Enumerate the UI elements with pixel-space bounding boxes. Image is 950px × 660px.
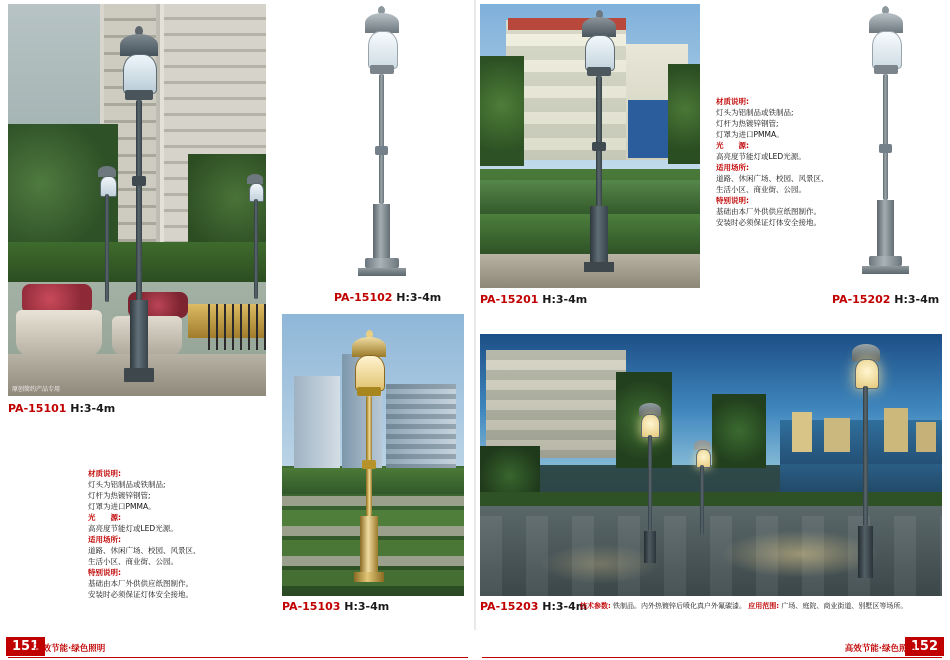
caption-code: PA-15102 xyxy=(334,291,393,304)
footer-text-right: 高效节能·绿色照明 xyxy=(844,644,916,654)
photo-pa-15101 xyxy=(8,4,266,396)
lamp-pa-15203-main xyxy=(836,340,896,592)
photo-pa-15102 xyxy=(300,4,460,288)
lamp-pa-15102 xyxy=(346,6,416,284)
spec-light-line-1: 高亮度节能灯或LED光源。 xyxy=(716,152,806,161)
spec-material-line-2: 灯杆为热镀锌钢管; xyxy=(716,119,779,128)
caption-height: H:3-4m xyxy=(542,600,588,613)
spec-material-line-2: 灯杆为热镀锌钢管; xyxy=(88,491,151,500)
caption-pa-15101 xyxy=(8,402,115,415)
spec-title-material: 材质说明: xyxy=(88,469,121,478)
lamp-pa-15202 xyxy=(850,6,920,284)
spec-light-line-1: 高亮度节能灯或LED光源。 xyxy=(88,524,178,533)
caption-height: H:3-4m xyxy=(396,291,442,304)
spec-material-line-3: 灯罩为进口PMMA。 xyxy=(716,130,784,139)
page-number-right: 152 xyxy=(905,637,944,656)
spec-material-line-1: 灯头为铝制品或铁制品; xyxy=(716,108,794,117)
spec-material-line-1: 灯头为铝制品或铁制品; xyxy=(88,480,166,489)
lamp-pa-15201 xyxy=(564,10,634,278)
photo-pa-15201 xyxy=(480,4,700,288)
use-text: 广场、庭院、商业街道、别墅区等场所。 xyxy=(781,602,908,610)
lamp-background-2 xyxy=(240,172,266,312)
spec-title-material: 材质说明: xyxy=(716,97,749,106)
spec-special-line-1: 基础由本厂外供供应纸图制作。 xyxy=(716,207,821,216)
lamp-pa-15203-third xyxy=(686,438,720,556)
caption-pa-15103 xyxy=(282,600,389,613)
page-number-left: 151 xyxy=(6,637,45,656)
spec-title-light: 光 源: xyxy=(88,513,121,522)
photo-pa-15103 xyxy=(282,314,464,596)
tech-text: 铁制品。内外热镀锌后喷化真户外氟碳漆。 xyxy=(613,602,747,610)
caption-height: H:3-4m xyxy=(344,600,390,613)
caption-pa-15202 xyxy=(832,293,939,306)
spec-place-line-1: 道路、休闲广场、校园、风景区、 xyxy=(716,174,829,183)
caption-code: PA-15201 xyxy=(480,293,539,306)
caption-code: PA-15203 xyxy=(480,600,539,613)
photo-watermark: 原创简约产品专用 xyxy=(12,386,61,393)
spec-special-line-2: 安装时必须保证灯体安全接地。 xyxy=(716,218,821,227)
spec-title-light: 光 源: xyxy=(716,141,749,150)
spec-title-special: 特别说明: xyxy=(88,568,121,577)
spec-block-left xyxy=(88,468,201,600)
caption-height: H:3-4m xyxy=(894,293,940,306)
caption-height: H:3-4m xyxy=(70,402,116,415)
page-footer xyxy=(0,630,950,660)
use-label: 应用范围: xyxy=(748,602,780,610)
spec-place-line-2: 生活小区、商业街、公园。 xyxy=(88,557,178,566)
spec-special-line-1: 基础由本厂外供供应纸图制作。 xyxy=(88,579,193,588)
caption-pa-15102 xyxy=(334,291,441,304)
photo-pa-15202 xyxy=(830,4,940,288)
caption-height: H:3-4m xyxy=(542,293,588,306)
caption-code: PA-15103 xyxy=(282,600,341,613)
photo-pa-15203 xyxy=(480,334,942,596)
page-spine xyxy=(474,0,476,630)
caption-pa-15201 xyxy=(480,293,587,306)
lamp-pa-15203-second xyxy=(628,400,672,568)
spec-title-place: 适用场所: xyxy=(88,535,121,544)
lamp-pa-15103 xyxy=(332,330,406,592)
spec-place-line-1: 道路、休闲广场、校园、风景区、 xyxy=(88,546,201,555)
tech-note xyxy=(580,601,907,611)
tech-label: 技术参数: xyxy=(580,602,611,610)
spec-material-line-3: 灯罩为进口PMMA。 xyxy=(88,502,156,511)
lamp-background-1 xyxy=(90,164,124,314)
footer-text-left: 高效节能·绿色照明 xyxy=(34,644,106,654)
caption-pa-15203 xyxy=(480,600,587,613)
caption-code: PA-15101 xyxy=(8,402,67,415)
spec-title-place: 适用场所: xyxy=(716,163,749,172)
spec-special-line-2: 安装时必须保证灯体安全接地。 xyxy=(88,590,193,599)
spec-block-right xyxy=(716,96,829,228)
spec-place-line-2: 生活小区、商业街、公园。 xyxy=(716,185,806,194)
spec-title-special: 特别说明: xyxy=(716,196,749,205)
caption-code: PA-15202 xyxy=(832,293,891,306)
